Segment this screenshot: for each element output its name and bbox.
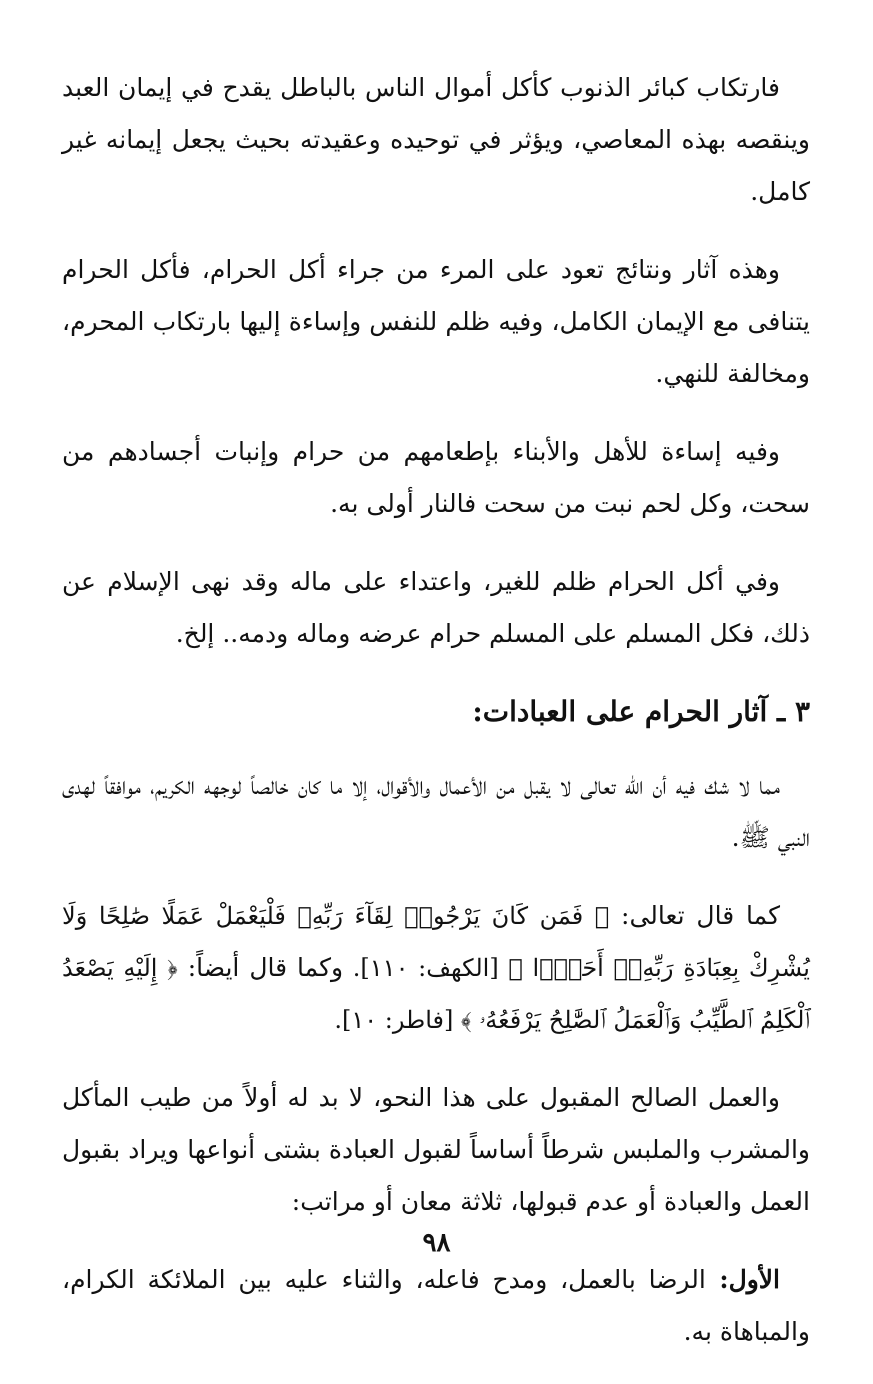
paragraph-8-lead: الأول: bbox=[705, 1265, 781, 1294]
section-heading: ٣ ـ آثار الحرام على العبادات: bbox=[472, 695, 810, 728]
citation-middle: وكما قال أيضاً: bbox=[177, 953, 344, 982]
paragraph-5: مما لا شك فيه أن الله تعالى لا يقبل من الأعمال والأقوال، إلا ما كان خالصاً لوجهه الكريم، موافقاً لهدى النبي ﷺ. bbox=[62, 771, 810, 852]
page-body bbox=[62, 62, 810, 1384]
quran-verse-fatir: ﴿ إِلَيْهِ يَصْعَدُ ٱلْكَلِمُ ٱلطَّيِّبُ وَٱلْعَمَلُ ٱلصَّٰلِحُ يَرْفَعُهُۥ ﴾ bbox=[62, 954, 810, 1034]
citation-intro: كما قال تعالى: bbox=[609, 901, 780, 930]
paragraph-4: وفي أكل الحرام ظلم للغير، واعتداء على ماله وقد نهى الإسلام عن ذلك، فكل المسلم على المسلم حرام عرضه وماله ودمه.. إلخ. bbox=[62, 567, 810, 648]
page-number: ٩٨ bbox=[422, 1228, 451, 1258]
paragraph-3: وفيه إساءة للأهل والأبناء بإطعامهم من حرام وإنبات أجسادهم من سحت، وكل لحم نبت من سحت فالنار أولى به. bbox=[62, 437, 810, 518]
verse-reference-kahf: [الكهف: ١١٠]. bbox=[343, 954, 509, 982]
paragraph-6-quran-citations bbox=[62, 890, 810, 1046]
verse-reference-fatir: [فاطر: ١٠]. bbox=[334, 1006, 461, 1034]
quran-verse-kahf: ﴿ فَمَن كَانَ يَرْجُوا۟ لِقَآءَ رَبِّهِۦ فَلْيَعْمَلْ عَمَلًا صَٰلِحًا وَلَا يُشْرِكْ بِعِبَادَةِ رَبِّهِۦٓ أَحَدًۢا ﴾ bbox=[62, 902, 810, 982]
paragraph-7: والعمل الصالح المقبول على هذا النحو، لا بد له أولاً من طيب المأكل والمشرب والملبس شرطاً أساساً لقبول العبادة بشتى أنواعها ويراد بقبول العمل والعبادة أو عدم قبولها، ثلاثة معان أو مراتب: bbox=[62, 1083, 810, 1216]
paragraph-8-text: الرضا بالعمل، ومدح فاعله، والثناء عليه بين الملائكة الكرام، والمباهاة به. bbox=[62, 1265, 810, 1346]
paragraph-2: وهذه آثار ونتائج تعود على المرء من جراء أكل الحرام، فأكل الحرام يتنافى مع الإيمان الكامل، وفيه ظلم للنفس وإساءة إليها بارتكاب المحرم، ومخالفة للنهي. bbox=[62, 255, 810, 388]
paragraph-8 bbox=[62, 1254, 810, 1358]
paragraph-1: فارتكاب كبائر الذنوب كأكل أموال الناس بالباطل يقدح في إيمان العبد وينقصه بهذه المعاصي، ويؤثر في توحيده وعقيدته بحيث يجعل إيمانه غير كامل. bbox=[62, 73, 810, 206]
